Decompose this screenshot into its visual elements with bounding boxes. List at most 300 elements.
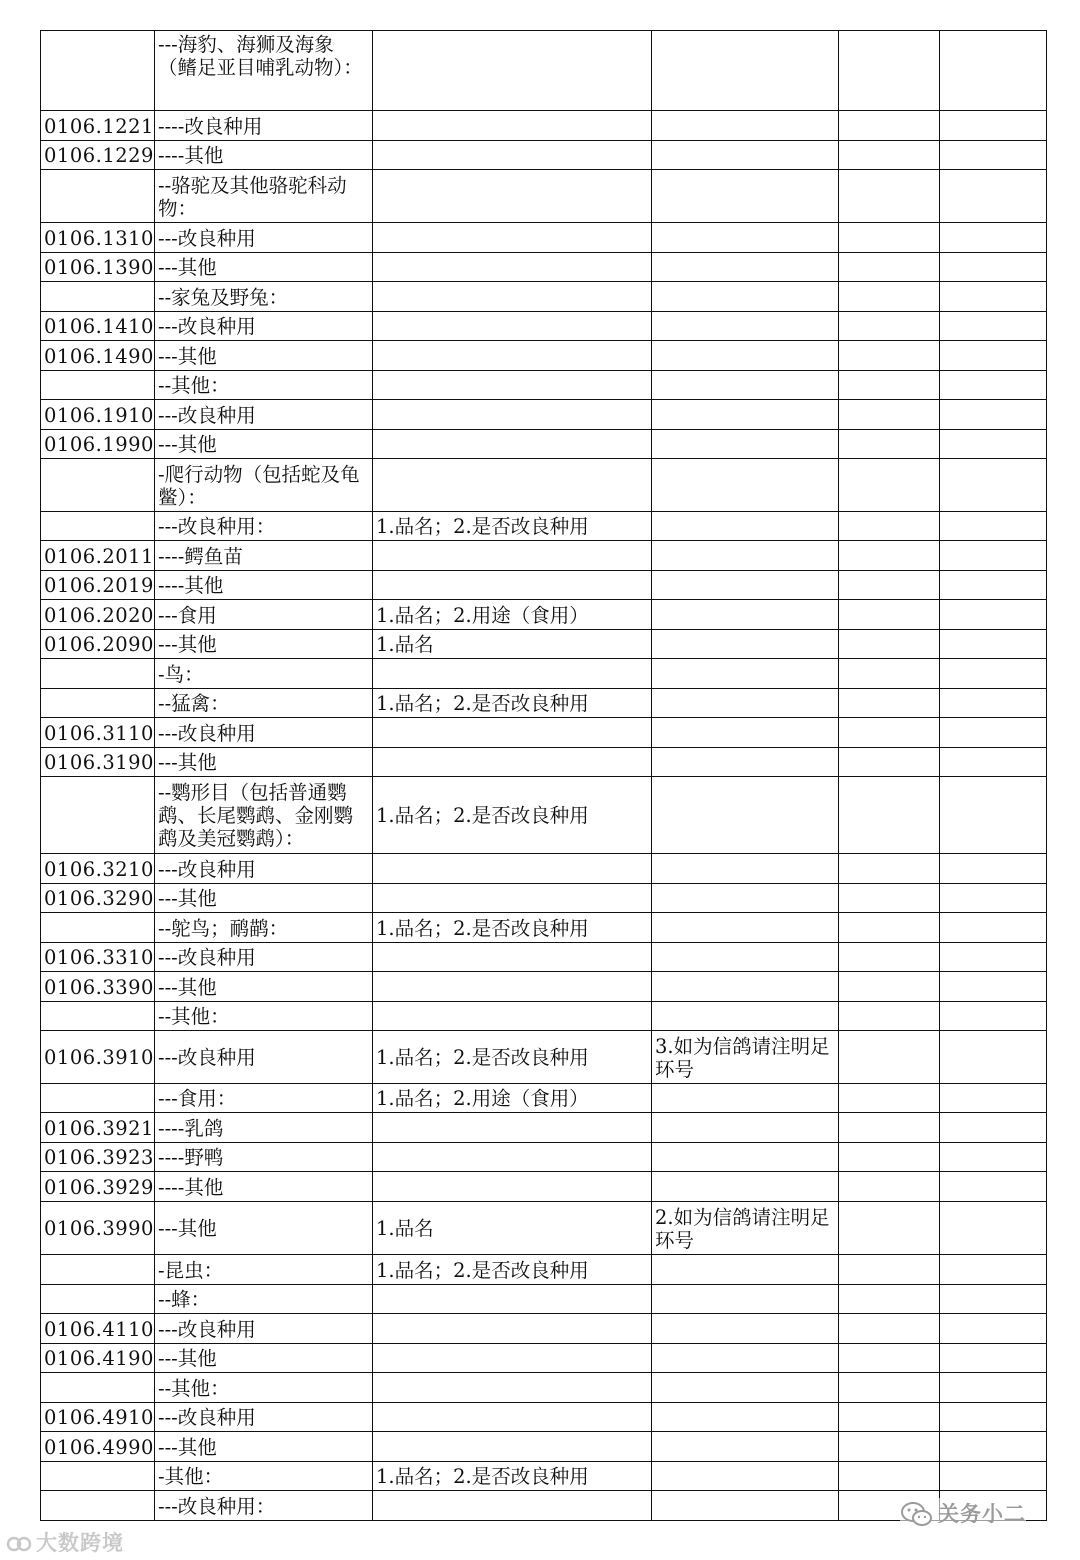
cell-code bbox=[41, 1373, 155, 1403]
cell-col6 bbox=[940, 341, 1047, 371]
table-row bbox=[41, 571, 1047, 600]
cell-col6 bbox=[940, 141, 1047, 170]
cell-code bbox=[41, 689, 155, 718]
cell-description: ---其他 bbox=[155, 430, 373, 459]
cell-col6 bbox=[940, 1285, 1047, 1314]
cell-declaration-elements bbox=[373, 430, 652, 459]
cell-note bbox=[652, 1491, 839, 1521]
table-row bbox=[41, 1143, 1047, 1172]
cell-code: 0106.3990 bbox=[41, 1202, 155, 1255]
cell-declaration-elements bbox=[373, 943, 652, 972]
cell-description: ---改良种用 bbox=[155, 1314, 373, 1344]
cell-col5 bbox=[839, 31, 940, 111]
cell-col5 bbox=[839, 1202, 940, 1255]
cell-declaration-elements bbox=[373, 854, 652, 884]
watermark-right bbox=[900, 1498, 1026, 1530]
cell-description: ----其他 bbox=[155, 1172, 373, 1202]
cell-declaration-elements bbox=[373, 1491, 652, 1521]
cell-code: 0106.3290 bbox=[41, 884, 155, 913]
cell-col6 bbox=[940, 659, 1047, 689]
cell-declaration-elements bbox=[373, 31, 652, 111]
cell-code: 0106.1490 bbox=[41, 341, 155, 371]
cell-code: 0106.3921 bbox=[41, 1113, 155, 1143]
cell-description: ---其他 bbox=[155, 748, 373, 777]
cell-description: ---改良种用 bbox=[155, 854, 373, 884]
cell-note bbox=[652, 689, 839, 718]
cell-code: 0106.4910 bbox=[41, 1403, 155, 1432]
cell-col5 bbox=[839, 777, 940, 854]
cell-declaration-elements: 1.品名；2.是否改良种用 bbox=[373, 1462, 652, 1491]
cell-declaration-elements: 1.品名；2.用途（食用） bbox=[373, 1084, 652, 1113]
cell-declaration-elements bbox=[373, 223, 652, 253]
cell-col5 bbox=[839, 512, 940, 541]
cell-col6 bbox=[940, 1373, 1047, 1403]
table-row bbox=[41, 1344, 1047, 1373]
cell-declaration-elements bbox=[373, 659, 652, 689]
cell-code: 0106.3110 bbox=[41, 718, 155, 748]
cell-description: -爬行动物（包括蛇及龟鳖）： bbox=[155, 459, 373, 512]
cell-description: ---改良种用 bbox=[155, 718, 373, 748]
cell-declaration-elements bbox=[373, 459, 652, 512]
cell-description: -鸟： bbox=[155, 659, 373, 689]
cell-code bbox=[41, 1002, 155, 1031]
cell-code: 0106.3210 bbox=[41, 854, 155, 884]
cell-declaration-elements bbox=[373, 972, 652, 1002]
table-row bbox=[41, 223, 1047, 253]
cell-description: ---食用： bbox=[155, 1084, 373, 1113]
table-row bbox=[41, 430, 1047, 459]
cell-col6 bbox=[940, 1462, 1047, 1491]
cell-declaration-elements bbox=[373, 718, 652, 748]
cell-description: --猛禽： bbox=[155, 689, 373, 718]
cell-note bbox=[652, 854, 839, 884]
cell-note bbox=[652, 1143, 839, 1172]
cell-code: 0106.1410 bbox=[41, 312, 155, 341]
table-row bbox=[41, 748, 1047, 777]
cell-col5 bbox=[839, 541, 940, 571]
cell-description: --骆驼及其他骆驼科动物： bbox=[155, 170, 373, 223]
cell-col5 bbox=[839, 141, 940, 170]
table-row bbox=[41, 1002, 1047, 1031]
cell-col5 bbox=[839, 571, 940, 600]
cell-code: 0106.2090 bbox=[41, 630, 155, 659]
cell-declaration-elements: 1.品名；2.是否改良种用 bbox=[373, 1255, 652, 1285]
cell-col5 bbox=[839, 170, 940, 223]
cell-col5 bbox=[839, 1113, 940, 1143]
cell-col6 bbox=[940, 430, 1047, 459]
cell-declaration-elements bbox=[373, 1344, 652, 1373]
table-row bbox=[41, 312, 1047, 341]
cell-description: ---食用 bbox=[155, 600, 373, 630]
cell-code bbox=[41, 913, 155, 943]
cell-col6 bbox=[940, 1113, 1047, 1143]
cell-col5 bbox=[839, 111, 940, 141]
cell-description: --鸵鸟；鸸鹋： bbox=[155, 913, 373, 943]
cell-col5 bbox=[839, 1143, 940, 1172]
table-row bbox=[41, 111, 1047, 141]
table-row bbox=[41, 282, 1047, 312]
cell-col6 bbox=[940, 541, 1047, 571]
cell-col5 bbox=[839, 884, 940, 913]
table-row bbox=[41, 141, 1047, 170]
cell-note bbox=[652, 600, 839, 630]
cell-declaration-elements: 1.品名；2.是否改良种用 bbox=[373, 512, 652, 541]
cell-declaration-elements bbox=[373, 884, 652, 913]
table-row bbox=[41, 170, 1047, 223]
cell-note bbox=[652, 1432, 839, 1462]
cell-code bbox=[41, 512, 155, 541]
cell-declaration-elements bbox=[373, 341, 652, 371]
cell-description: ----其他 bbox=[155, 571, 373, 600]
table-row bbox=[41, 913, 1047, 943]
table-row bbox=[41, 1113, 1047, 1143]
cell-code: 0106.3190 bbox=[41, 748, 155, 777]
cell-col6 bbox=[940, 1172, 1047, 1202]
cell-col6 bbox=[940, 748, 1047, 777]
cell-col5 bbox=[839, 1255, 940, 1285]
cell-col6 bbox=[940, 1403, 1047, 1432]
cell-description: --其他： bbox=[155, 1373, 373, 1403]
cell-code bbox=[41, 1462, 155, 1491]
cell-description: ---改良种用 bbox=[155, 223, 373, 253]
cell-code: 0106.4190 bbox=[41, 1344, 155, 1373]
cell-description: -昆虫： bbox=[155, 1255, 373, 1285]
cell-col5 bbox=[839, 1285, 940, 1314]
cell-description: ---其他 bbox=[155, 972, 373, 1002]
cell-declaration-elements bbox=[373, 571, 652, 600]
cell-description: --鹦形目（包括普通鹦鹉、长尾鹦鹉、金刚鹦鹉及美冠鹦鹉）： bbox=[155, 777, 373, 854]
cell-declaration-elements bbox=[373, 541, 652, 571]
cell-note bbox=[652, 459, 839, 512]
cell-col6 bbox=[940, 371, 1047, 400]
table-row bbox=[41, 1255, 1047, 1285]
cell-declaration-elements bbox=[373, 371, 652, 400]
cell-description: ---改良种用： bbox=[155, 1491, 373, 1521]
cell-declaration-elements bbox=[373, 1403, 652, 1432]
table-row bbox=[41, 31, 1047, 111]
cell-code: 0106.2019 bbox=[41, 571, 155, 600]
cell-note bbox=[652, 1403, 839, 1432]
cell-note bbox=[652, 341, 839, 371]
table-row bbox=[41, 777, 1047, 854]
cell-description: ---其他 bbox=[155, 253, 373, 282]
cell-col5 bbox=[839, 253, 940, 282]
cell-col6 bbox=[940, 689, 1047, 718]
cell-code: 0106.1221 bbox=[41, 111, 155, 141]
cell-note bbox=[652, 1002, 839, 1031]
cell-col6 bbox=[940, 1344, 1047, 1373]
table-row bbox=[41, 1172, 1047, 1202]
cell-col5 bbox=[839, 718, 940, 748]
cell-description: ---其他 bbox=[155, 630, 373, 659]
cell-col5 bbox=[839, 1002, 940, 1031]
cell-col5 bbox=[839, 1344, 940, 1373]
table-row bbox=[41, 253, 1047, 282]
cell-description: ---改良种用 bbox=[155, 943, 373, 972]
cell-col5 bbox=[839, 459, 940, 512]
cell-declaration-elements: 1.品名；2.是否改良种用 bbox=[373, 913, 652, 943]
cell-col5 bbox=[839, 943, 940, 972]
cell-code: 0106.1910 bbox=[41, 400, 155, 430]
cell-note bbox=[652, 400, 839, 430]
cell-col5 bbox=[839, 630, 940, 659]
cell-col5 bbox=[839, 972, 940, 1002]
cell-code: 0106.2020 bbox=[41, 600, 155, 630]
cell-description: --蜂： bbox=[155, 1285, 373, 1314]
table-row bbox=[41, 1084, 1047, 1113]
cell-declaration-elements bbox=[373, 170, 652, 223]
cell-col6 bbox=[940, 312, 1047, 341]
cell-code: 0106.3390 bbox=[41, 972, 155, 1002]
cell-code bbox=[41, 1084, 155, 1113]
cell-col6 bbox=[940, 1202, 1047, 1255]
cell-description: ---其他 bbox=[155, 1344, 373, 1373]
cell-code bbox=[41, 1285, 155, 1314]
cell-note bbox=[652, 282, 839, 312]
cell-note bbox=[652, 512, 839, 541]
cell-col6 bbox=[940, 1255, 1047, 1285]
cell-col6 bbox=[940, 972, 1047, 1002]
table-row bbox=[41, 1031, 1047, 1084]
cell-note bbox=[652, 170, 839, 223]
cell-description: ---改良种用 bbox=[155, 1031, 373, 1084]
cell-declaration-elements bbox=[373, 1002, 652, 1031]
cell-description: ----鳄鱼苗 bbox=[155, 541, 373, 571]
cell-code bbox=[41, 659, 155, 689]
cell-description: ----其他 bbox=[155, 141, 373, 170]
cell-col6 bbox=[940, 1002, 1047, 1031]
cell-col5 bbox=[839, 341, 940, 371]
cell-col6 bbox=[940, 1432, 1047, 1462]
cell-col5 bbox=[839, 1403, 940, 1432]
table-row bbox=[41, 600, 1047, 630]
table-row bbox=[41, 630, 1047, 659]
cell-note bbox=[652, 630, 839, 659]
cell-col5 bbox=[839, 854, 940, 884]
cell-col5 bbox=[839, 1031, 940, 1084]
cell-code: 0106.4110 bbox=[41, 1314, 155, 1344]
cell-declaration-elements bbox=[373, 400, 652, 430]
cell-note bbox=[652, 31, 839, 111]
cell-note bbox=[652, 371, 839, 400]
cell-declaration-elements bbox=[373, 748, 652, 777]
table-row bbox=[41, 1202, 1047, 1255]
watermark-left bbox=[6, 1527, 124, 1557]
cell-col5 bbox=[839, 748, 940, 777]
cell-col6 bbox=[940, 1314, 1047, 1344]
cell-col6 bbox=[940, 512, 1047, 541]
cell-note bbox=[652, 972, 839, 1002]
cell-declaration-elements: 1.品名；2.是否改良种用 bbox=[373, 1031, 652, 1084]
table-row bbox=[41, 1403, 1047, 1432]
cell-col6 bbox=[940, 1031, 1047, 1084]
cell-note bbox=[652, 253, 839, 282]
table-row bbox=[41, 1491, 1047, 1521]
cell-col6 bbox=[940, 571, 1047, 600]
cell-col5 bbox=[839, 1373, 940, 1403]
cell-description: --其他： bbox=[155, 1002, 373, 1031]
cell-description: --其他： bbox=[155, 371, 373, 400]
cell-note bbox=[652, 777, 839, 854]
cell-col5 bbox=[839, 1084, 940, 1113]
cell-note bbox=[652, 223, 839, 253]
cell-col6 bbox=[940, 1084, 1047, 1113]
cell-note bbox=[652, 1084, 839, 1113]
cell-description: --家兔及野兔： bbox=[155, 282, 373, 312]
watermark-logo-icon bbox=[6, 1533, 32, 1555]
cell-note bbox=[652, 1285, 839, 1314]
cell-note bbox=[652, 1172, 839, 1202]
cell-col6 bbox=[940, 1143, 1047, 1172]
cell-code: 0106.1390 bbox=[41, 253, 155, 282]
table-row bbox=[41, 884, 1047, 913]
cell-col5 bbox=[839, 282, 940, 312]
cell-description: ---其他 bbox=[155, 341, 373, 371]
cell-description: ---海豹、海狮及海象（鳍足亚目哺乳动物）： bbox=[155, 31, 373, 111]
table-row bbox=[41, 689, 1047, 718]
cell-description: ---改良种用 bbox=[155, 312, 373, 341]
cell-declaration-elements bbox=[373, 111, 652, 141]
cell-col6 bbox=[940, 777, 1047, 854]
cell-col5 bbox=[839, 371, 940, 400]
cell-note bbox=[652, 1344, 839, 1373]
cell-code: 0106.3923 bbox=[41, 1143, 155, 1172]
cell-declaration-elements bbox=[373, 1113, 652, 1143]
cell-col6 bbox=[940, 170, 1047, 223]
cell-code bbox=[41, 1491, 155, 1521]
cell-declaration-elements bbox=[373, 1432, 652, 1462]
table-row bbox=[41, 1462, 1047, 1491]
cell-col5 bbox=[839, 223, 940, 253]
table-row bbox=[41, 1373, 1047, 1403]
table-row bbox=[41, 400, 1047, 430]
cell-col5 bbox=[839, 312, 940, 341]
cell-col5 bbox=[839, 1462, 940, 1491]
cell-code: 0106.4990 bbox=[41, 1432, 155, 1462]
cell-col6 bbox=[940, 943, 1047, 972]
cell-col6 bbox=[940, 111, 1047, 141]
cell-note: 2.如为信鸽请注明足环号 bbox=[652, 1202, 839, 1255]
cell-col6 bbox=[940, 630, 1047, 659]
cell-code: 0106.3929 bbox=[41, 1172, 155, 1202]
table-row bbox=[41, 1314, 1047, 1344]
cell-description: ---改良种用： bbox=[155, 512, 373, 541]
cell-col5 bbox=[839, 1172, 940, 1202]
cell-note bbox=[652, 1255, 839, 1285]
cell-declaration-elements bbox=[373, 1285, 652, 1314]
cell-note bbox=[652, 1373, 839, 1403]
cell-declaration-elements bbox=[373, 253, 652, 282]
cell-declaration-elements bbox=[373, 141, 652, 170]
cell-description: ---改良种用 bbox=[155, 1403, 373, 1432]
cell-declaration-elements: 1.品名 bbox=[373, 1202, 652, 1255]
cell-note bbox=[652, 913, 839, 943]
cell-code bbox=[41, 31, 155, 111]
wechat-icon bbox=[900, 1500, 934, 1530]
cell-description: ---其他 bbox=[155, 1432, 373, 1462]
watermark-left-text: 大数跨境 bbox=[36, 1531, 124, 1555]
cell-declaration-elements bbox=[373, 312, 652, 341]
cell-col5 bbox=[839, 1432, 940, 1462]
cell-code: 0106.1990 bbox=[41, 430, 155, 459]
cell-code: 0106.3310 bbox=[41, 943, 155, 972]
cell-note bbox=[652, 748, 839, 777]
cell-col5 bbox=[839, 689, 940, 718]
cell-description: -其他： bbox=[155, 1462, 373, 1491]
cell-note bbox=[652, 312, 839, 341]
cell-code bbox=[41, 459, 155, 512]
cell-note: 3.如为信鸽请注明足环号 bbox=[652, 1031, 839, 1084]
cell-note bbox=[652, 943, 839, 972]
cell-code bbox=[41, 1255, 155, 1285]
cell-note bbox=[652, 141, 839, 170]
tariff-table-body bbox=[41, 31, 1047, 1521]
table-row bbox=[41, 854, 1047, 884]
cell-description: ----乳鸽 bbox=[155, 1113, 373, 1143]
cell-code bbox=[41, 282, 155, 312]
cell-col6 bbox=[940, 600, 1047, 630]
table-row bbox=[41, 512, 1047, 541]
cell-col5 bbox=[839, 913, 940, 943]
cell-code bbox=[41, 170, 155, 223]
cell-description: ---改良种用 bbox=[155, 400, 373, 430]
cell-code: 0106.1229 bbox=[41, 141, 155, 170]
table-row bbox=[41, 459, 1047, 512]
cell-col5 bbox=[839, 659, 940, 689]
cell-note bbox=[652, 111, 839, 141]
cell-note bbox=[652, 718, 839, 748]
cell-col6 bbox=[940, 854, 1047, 884]
cell-col5 bbox=[839, 600, 940, 630]
table-row bbox=[41, 943, 1047, 972]
cell-col6 bbox=[940, 31, 1047, 111]
cell-declaration-elements: 1.品名；2.是否改良种用 bbox=[373, 689, 652, 718]
cell-col5 bbox=[839, 430, 940, 459]
cell-code: 0106.3910 bbox=[41, 1031, 155, 1084]
cell-note bbox=[652, 884, 839, 913]
cell-note bbox=[652, 430, 839, 459]
cell-note bbox=[652, 1462, 839, 1491]
cell-col6 bbox=[940, 884, 1047, 913]
cell-col6 bbox=[940, 253, 1047, 282]
cell-declaration-elements: 1.品名；2.用途（食用） bbox=[373, 600, 652, 630]
cell-declaration-elements: 1.品名；2.是否改良种用 bbox=[373, 777, 652, 854]
table-row bbox=[41, 718, 1047, 748]
cell-col5 bbox=[839, 400, 940, 430]
cell-declaration-elements: 1.品名 bbox=[373, 630, 652, 659]
cell-declaration-elements bbox=[373, 1172, 652, 1202]
cell-declaration-elements bbox=[373, 1314, 652, 1344]
watermark-right-text: 关务小二 bbox=[938, 1502, 1026, 1526]
cell-col5 bbox=[839, 1314, 940, 1344]
cell-description: ---其他 bbox=[155, 884, 373, 913]
table-row bbox=[41, 1285, 1047, 1314]
cell-note bbox=[652, 1113, 839, 1143]
cell-note bbox=[652, 541, 839, 571]
cell-note bbox=[652, 1314, 839, 1344]
cell-declaration-elements bbox=[373, 282, 652, 312]
cell-note bbox=[652, 659, 839, 689]
table-row bbox=[41, 371, 1047, 400]
cell-col6 bbox=[940, 459, 1047, 512]
table-row bbox=[41, 1432, 1047, 1462]
cell-code bbox=[41, 371, 155, 400]
table-row bbox=[41, 659, 1047, 689]
cell-col6 bbox=[940, 400, 1047, 430]
tariff-table bbox=[40, 30, 1047, 1521]
table-row bbox=[41, 972, 1047, 1002]
cell-description: ----改良种用 bbox=[155, 111, 373, 141]
